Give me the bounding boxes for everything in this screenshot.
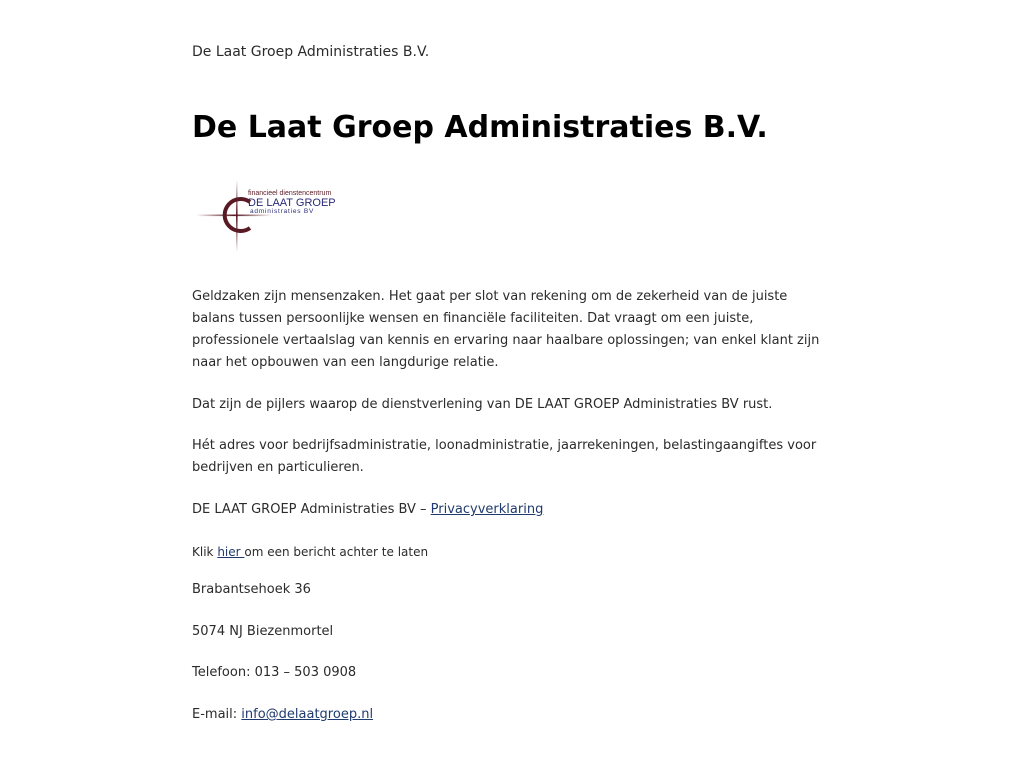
message-link[interactable]: hier xyxy=(217,545,245,559)
services-paragraph: Hét adres voor bedrijfsadministratie, loonadministratie, jaarrekeningen, belastingaangiftes voor bedrijven en particulieren. xyxy=(192,438,817,475)
pillars-paragraph: Dat zijn de pijlers waarop de dienstverlening van DE LAAT GROEP Administraties BV rust. xyxy=(192,397,773,412)
address-city: 5074 NJ Biezenmortel xyxy=(192,624,334,639)
privacy-prefix: DE LAAT GROEP Administraties BV – xyxy=(192,502,431,517)
logo-line3: administraties BV xyxy=(250,208,315,215)
logo-line2: DE LAAT GROEP xyxy=(248,197,336,209)
email-label: E-mail: xyxy=(192,707,242,722)
company-logo xyxy=(192,178,342,256)
message-prefix: Klik xyxy=(192,545,218,559)
site-title[interactable]: De Laat Groep Administraties B.V. xyxy=(192,44,430,60)
email-link[interactable]: info@delaatgroep.nl xyxy=(241,707,374,722)
logo-crosshair-v xyxy=(236,180,238,252)
logo-line1: financieel dienstencentrum xyxy=(248,190,332,197)
intro-paragraph: Geldzaken zijn mensenzaken. Het gaat per slot van rekening om de zekerheid van de juiste balans tussen persoonlijke wensen en financiële faciliteiten. Dat vraagt om een juiste, professionele vertaalslag van kennis en ervaring naar haalbare oplossingen; van enkel klant zijn naar het opbouwen van een langdurige relatie. xyxy=(192,289,820,370)
message-line xyxy=(192,541,832,563)
email-line xyxy=(192,704,832,726)
address-street: Brabantsehoek 36 xyxy=(192,582,311,597)
message-suffix: om een bericht achter te laten xyxy=(244,545,429,559)
privacy-line xyxy=(192,499,832,521)
phone-number: Telefoon: 013 – 503 0908 xyxy=(192,665,357,680)
page-title: De Laat Groep Administraties B.V. xyxy=(192,110,768,145)
privacy-link[interactable]: Privacyverklaring xyxy=(430,502,544,517)
